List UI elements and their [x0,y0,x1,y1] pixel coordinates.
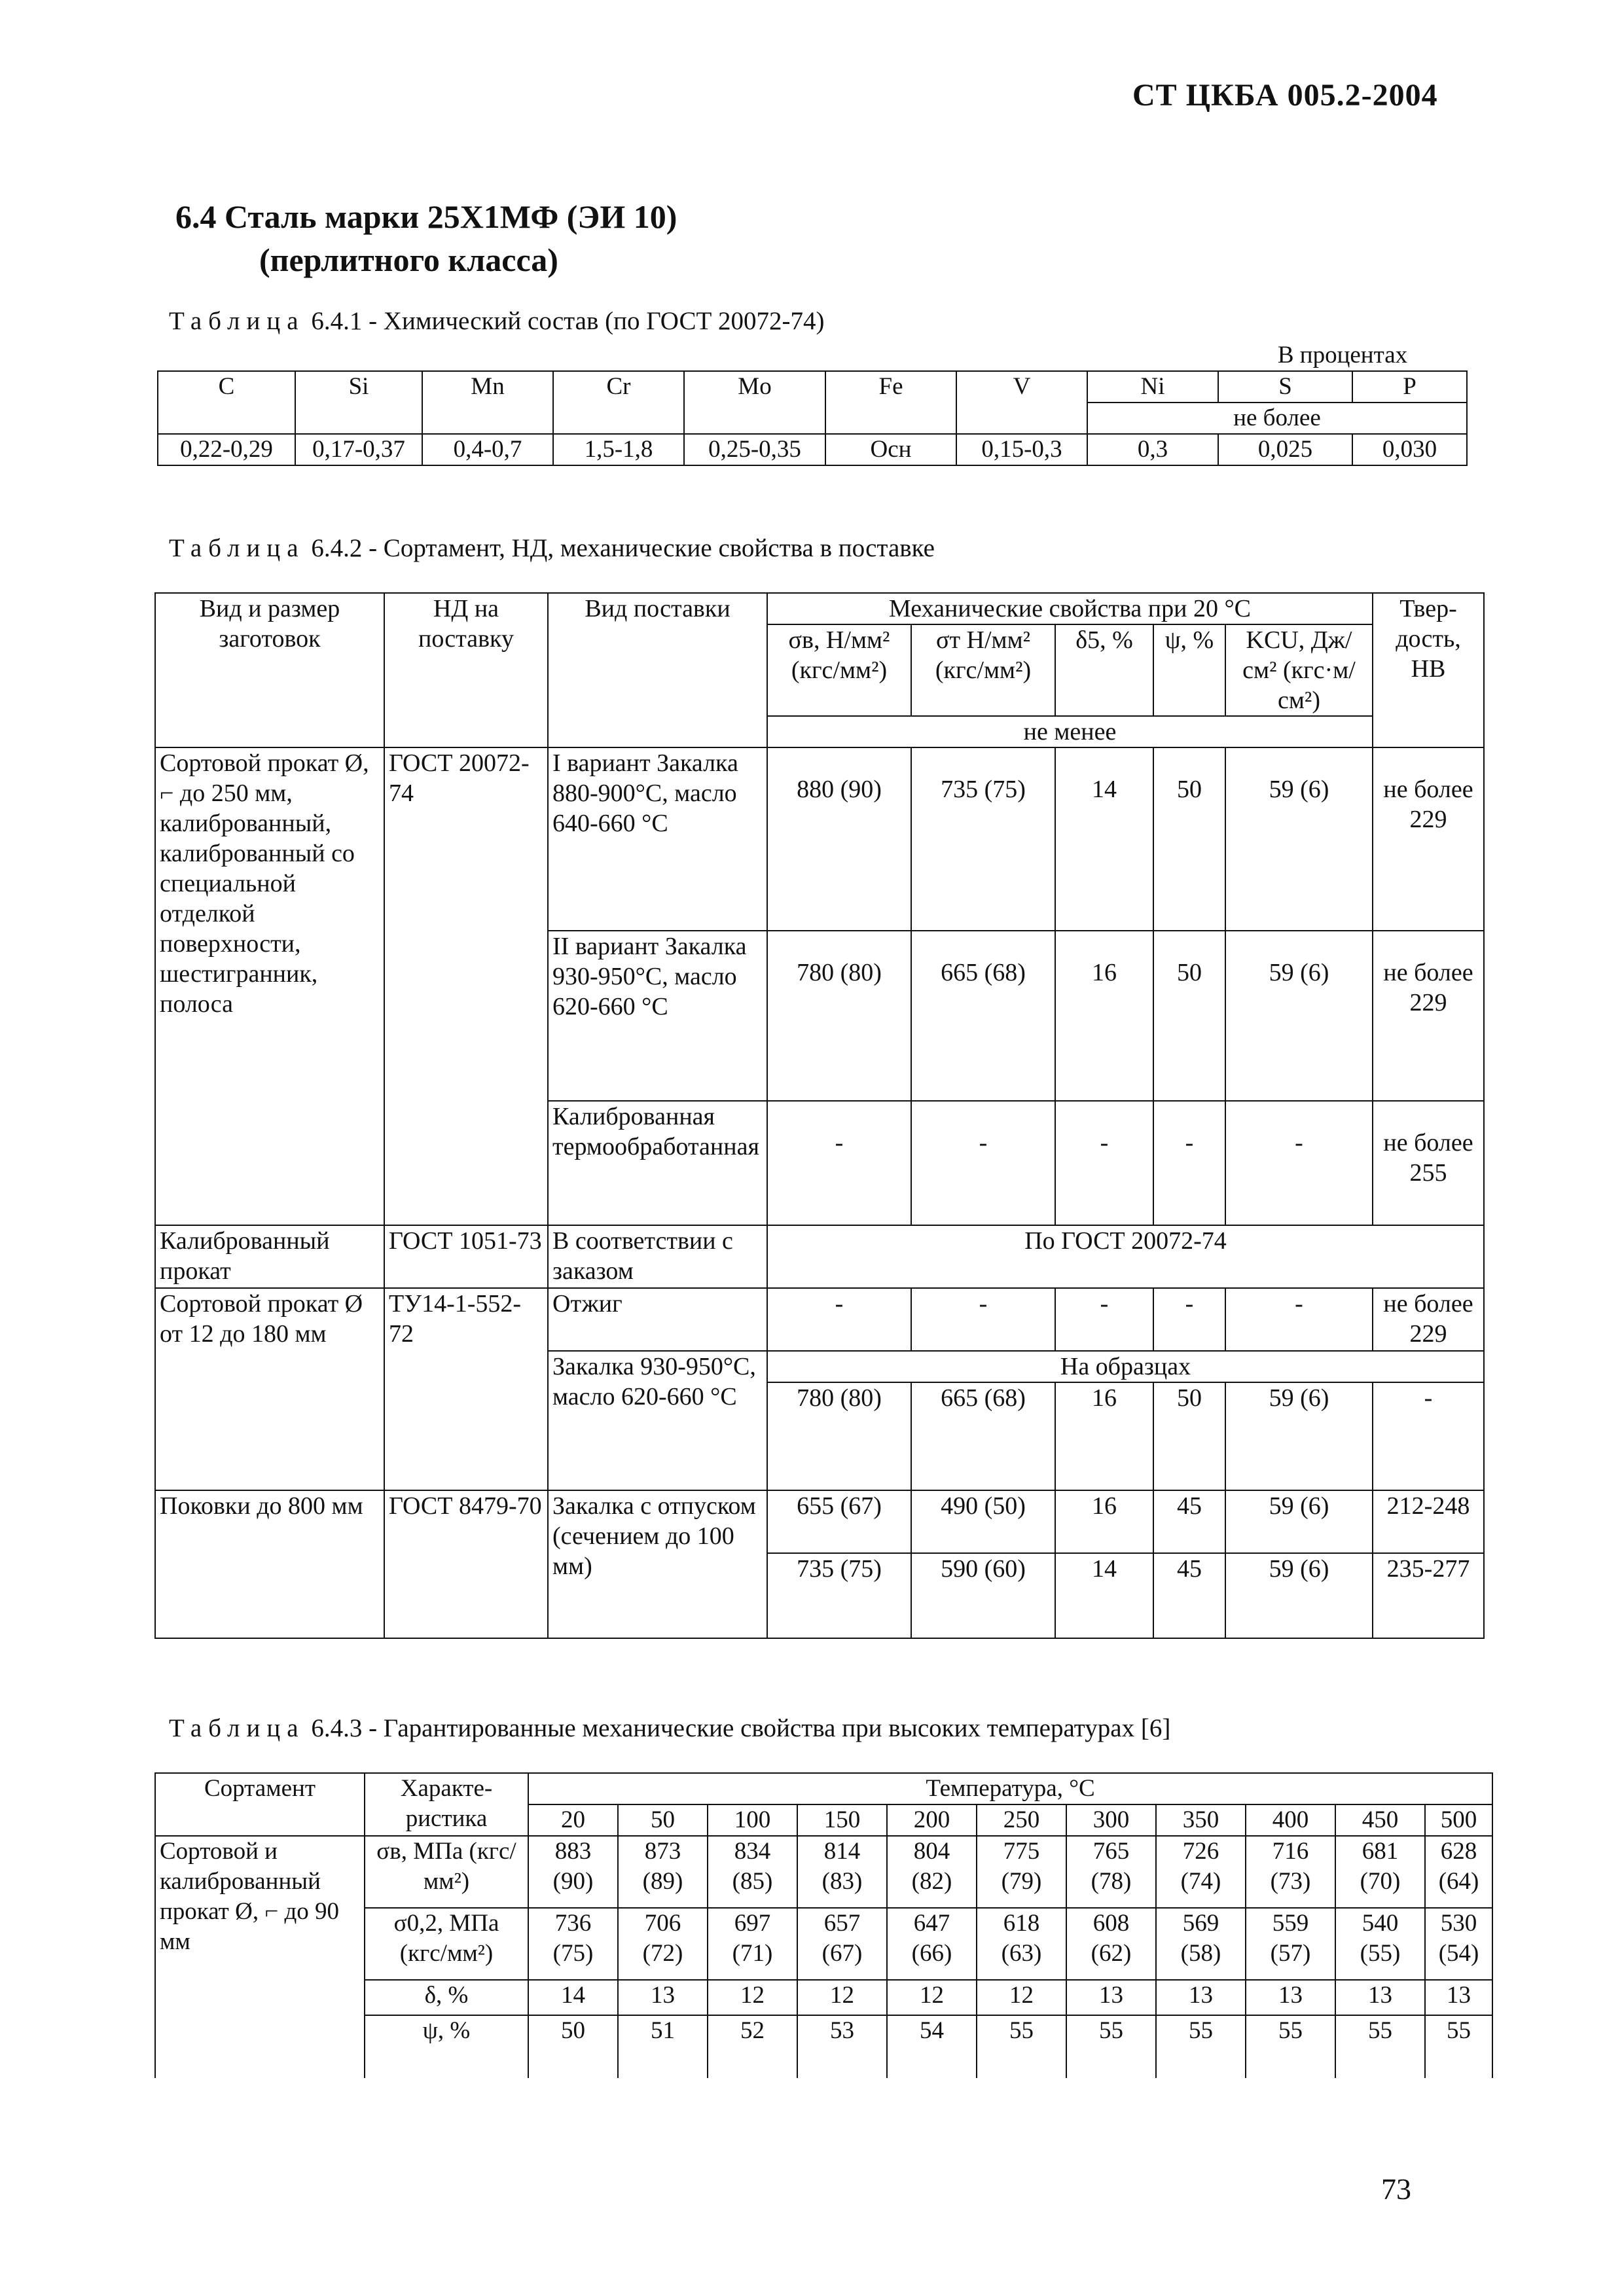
table1-header-c: C [158,371,295,434]
table2-cell: - [767,1288,911,1351]
table2-delivery-r2: В соответствии с заказом [548,1225,767,1288]
table3-cell: 618 (63) [977,1908,1066,1980]
table3-sortament: Сортовой и калиброванный прокат Ø, ⌐ до 90 мм [155,1836,365,2078]
table2-cell: 665 (68) [911,1382,1055,1490]
table3-row-label: ψ, % [365,2015,528,2078]
table3-row-label: σ0,2, МПа (кгс/мм²) [365,1908,528,1980]
table1-header-s: S [1218,371,1352,403]
table2-delivery-r3b: Закалка 930-950°С, масло 620-660 °С [548,1351,767,1490]
table3-cell: 530 (54) [1425,1908,1492,1980]
table2-delivery-v1: I вариант Закалка 880-900°С, масло 640-660 °С [548,747,767,931]
table3-cell: 697 (71) [708,1908,797,1980]
table2-caption [169,533,935,563]
table2-delivery-v3: Калиброванная термообработанная [548,1101,767,1225]
table1-header-fe: Fe [825,371,956,434]
table3-cell: 706 (72) [618,1908,708,1980]
table3-cell: 55 [1335,2015,1425,2078]
table3-temp: 400 [1246,1804,1335,1836]
table2-cell: 59 (6) [1225,1553,1373,1638]
table2-cell: 880 (90) [767,747,911,931]
supply-properties-table [154,592,1485,1639]
table2-caption-text: 6.4.2 - Сортамент, НД, механические свойства в поставке [304,534,935,562]
table1-cell: 0,3 [1087,434,1218,465]
table3-cell: 14 [528,1980,618,2015]
table2-cell: - [1055,1288,1153,1351]
table2-cell: - [1373,1382,1484,1490]
table3-cell: 628 (64) [1425,1836,1492,1908]
table2-kind-4: Поковки до 800 мм [155,1490,384,1638]
table3-caption-word: Таблица [169,1714,305,1742]
table3-cell: 834 (85) [708,1836,797,1908]
table3-header-characteristic: Характе-ристика [365,1773,528,1836]
table2-cell: 50 [1153,931,1225,1101]
table1-cell: 0,25-0,35 [684,434,825,465]
table2-nd-2: ГОСТ 1051-73 [384,1225,548,1288]
table3-cell: 726 (74) [1156,1836,1246,1908]
table3-caption [169,1713,1170,1743]
table3-temp: 500 [1425,1804,1492,1836]
table3-cell: 13 [1425,1980,1492,2015]
table3-cell: 55 [1246,2015,1335,2078]
table2-cell: 59 (6) [1225,747,1373,931]
table1-cell: 1,5-1,8 [553,434,684,465]
table2-cell: 45 [1153,1490,1225,1553]
table1-header-ni: Ni [1087,371,1218,403]
table3-temp: 450 [1335,1804,1425,1836]
high-temperature-properties-table [154,1772,1493,2078]
table3-cell: 55 [1425,2015,1492,2078]
table3-header-sortament: Сортамент [155,1773,365,1836]
table3-row-label: δ, % [365,1980,528,2015]
table2-nd-4: ГОСТ 8479-70 [384,1490,548,1638]
table1-cell: Осн [825,434,956,465]
table2-header-not-less: не менее [767,716,1373,747]
table1-caption-text: 6.4.1 - Химический состав (по ГОСТ 20072-74) [304,307,825,335]
table1-header-mn: Mn [422,371,553,434]
table2-kind-3: Сортовой прокат Ø от 12 до 180 мм [155,1288,384,1490]
table2-cell: 59 (6) [1225,1382,1373,1490]
table3-temp: 50 [618,1804,708,1836]
table2-cell: 780 (80) [767,931,911,1101]
chemical-composition-table [157,340,1468,466]
table3-cell: 559 (57) [1246,1908,1335,1980]
table3-cell: 55 [977,2015,1066,2078]
table3-cell: 814 (83) [797,1836,887,1908]
table2-cell: 590 (60) [911,1553,1055,1638]
table3-cell: 775 (79) [977,1836,1066,1908]
table2-cell: не более 255 [1373,1101,1484,1225]
table1-cell: 0,15-0,3 [956,434,1087,465]
table2-cell: 45 [1153,1553,1225,1638]
table2-cell: 780 (80) [767,1382,911,1490]
table3-cell: 540 (55) [1335,1908,1425,1980]
table3-cell: 681 (70) [1335,1836,1425,1908]
table1-caption [169,306,825,336]
table3-row-label: σв, МПа (кгс/мм²) [365,1836,528,1908]
table2-cell: - [911,1101,1055,1225]
table2-header-kind: Вид и размер заготовок [155,593,384,747]
table2-cell: 490 (50) [911,1490,1055,1553]
table2-header-kcu: KCU, Дж/см² (кгс·м/см²) [1225,624,1373,716]
table2-cell: 665 (68) [911,931,1055,1101]
page-number: 73 [1381,2172,1411,2206]
table2-header-hardness: Твер-дость, НВ [1373,593,1484,747]
table3-temp: 100 [708,1804,797,1836]
table2-nd-1: ГОСТ 20072-74 [384,747,548,1225]
table1-cell: 0,4-0,7 [422,434,553,465]
table3-cell: 13 [1156,1980,1246,2015]
table2-cell: - [1153,1288,1225,1351]
table3-cell: 53 [797,2015,887,2078]
table3-cell: 52 [708,2015,797,2078]
table1-header-v: V [956,371,1087,434]
table2-cell: - [1153,1101,1225,1225]
table2-header-psi: ψ, % [1153,624,1225,716]
table1-cell: 0,025 [1218,434,1352,465]
table3-cell: 13 [1066,1980,1156,2015]
table2-cell: 735 (75) [767,1553,911,1638]
table3-cell: 657 (67) [797,1908,887,1980]
table1-header-si: Si [295,371,422,434]
table1-header-cr: Cr [553,371,684,434]
table2-cell: 50 [1153,1382,1225,1490]
table2-header-mech: Механические свойства при 20 °С [767,593,1373,624]
table1-cell: 0,030 [1352,434,1467,465]
table2-header-delta5: δ5, % [1055,624,1153,716]
table2-cell: 14 [1055,1553,1153,1638]
table2-header-sigma-b: σв, Н/мм² (кгс/мм²) [767,624,911,716]
table2-cell: - [1055,1101,1153,1225]
table2-cell: не более 229 [1373,747,1484,931]
table1-cell: 0,17-0,37 [295,434,422,465]
table2-cell: не более 229 [1373,1288,1484,1351]
table3-cell: 51 [618,2015,708,2078]
table2-cell: 16 [1055,1490,1153,1553]
table2-caption-word: Таблица [169,534,305,562]
table3-cell: 50 [528,2015,618,2078]
table3-cell: 12 [887,1980,977,2015]
table2-header-sigma-t: σт Н/мм² (кгс/мм²) [911,624,1055,716]
table2-delivery-r4: Закалка с отпуском (сечением до 100 мм) [548,1490,767,1638]
table3-cell: 55 [1066,2015,1156,2078]
table3-cell: 569 (58) [1156,1908,1246,1980]
table2-cell: - [1225,1101,1373,1225]
table2-cell: - [911,1288,1055,1351]
table1-unit: В процентах [1277,342,1408,368]
table2-cell: 212-248 [1373,1490,1484,1553]
table2-cell: 235-277 [1373,1553,1484,1638]
table3-cell: 12 [977,1980,1066,2015]
table2-cell: 59 (6) [1225,931,1373,1101]
table2-cell: - [767,1101,911,1225]
table2-header-nd: НД на поставку [384,593,548,747]
table2-cell: 735 (75) [911,747,1055,931]
table3-cell: 765 (78) [1066,1836,1156,1908]
table3-temp: 350 [1156,1804,1246,1836]
table2-span-samples: На образцах [767,1351,1484,1382]
table3-cell: 873 (89) [618,1836,708,1908]
table3-cell: 804 (82) [887,1836,977,1908]
table3-cell: 883 (90) [528,1836,618,1908]
section-title [175,195,677,281]
table2-cell: 50 [1153,747,1225,931]
table2-cell: 655 (67) [767,1490,911,1553]
table3-cell: 12 [797,1980,887,2015]
table3-temp: 250 [977,1804,1066,1836]
table1-cell: 0,22-0,29 [158,434,295,465]
table2-kind-1: Сортовой прокат Ø, ⌐ до 250 мм, калиброванный, калиброванный со специальной отделкой поверхности, шестигранник, полоса [155,747,384,1225]
table3-cell: 13 [1335,1980,1425,2015]
table3-header-temperature: Температура, °С [528,1773,1492,1804]
table2-delivery-r3a: Отжиг [548,1288,767,1351]
table2-cell: 59 (6) [1225,1490,1373,1553]
table3-cell: 13 [1246,1980,1335,2015]
section-title-line2: (перлитного класса) [259,242,558,278]
table3-cell: 736 (75) [528,1908,618,1980]
table3-cell: 608 (62) [1066,1908,1156,1980]
table3-temp: 150 [797,1804,887,1836]
table1-header-mo: Mo [684,371,825,434]
table2-nd-3: ТУ14-1-552-72 [384,1288,548,1490]
table3-cell: 12 [708,1980,797,2015]
table3-temp: 200 [887,1804,977,1836]
table2-cell: 16 [1055,1382,1153,1490]
table3-temp: 300 [1066,1804,1156,1836]
table1-caption-word: Таблица [169,307,305,335]
table1-subheader: не более [1087,403,1467,434]
table2-delivery-v2: II вариант Закалка 930-950°С, масло 620-660 °С [548,931,767,1101]
section-title-line1: 6.4 Сталь марки 25Х1МФ (ЭИ 10) [175,198,677,235]
table1-header-p: P [1352,371,1467,403]
table3-cell: 13 [618,1980,708,2015]
table2-header-delivery: Вид поставки [548,593,767,747]
table2-cell: не более 229 [1373,931,1484,1101]
table3-cell: 55 [1156,2015,1246,2078]
document-code: СТ ЦКБА 005.2-2004 [1132,78,1438,113]
table2-cell: 16 [1055,931,1153,1101]
table3-cell: 54 [887,2015,977,2078]
table3-temp: 20 [528,1804,618,1836]
table2-cell: 14 [1055,747,1153,931]
table2-span-gost: По ГОСТ 20072-74 [767,1225,1484,1288]
table3-caption-text: 6.4.3 - Гарантированные механические свойства при высоких температурах [6] [304,1714,1171,1742]
table3-cell: 716 (73) [1246,1836,1335,1908]
table3-cell: 647 (66) [887,1908,977,1980]
table2-cell: - [1225,1288,1373,1351]
table2-kind-2: Калиброванный прокат [155,1225,384,1288]
